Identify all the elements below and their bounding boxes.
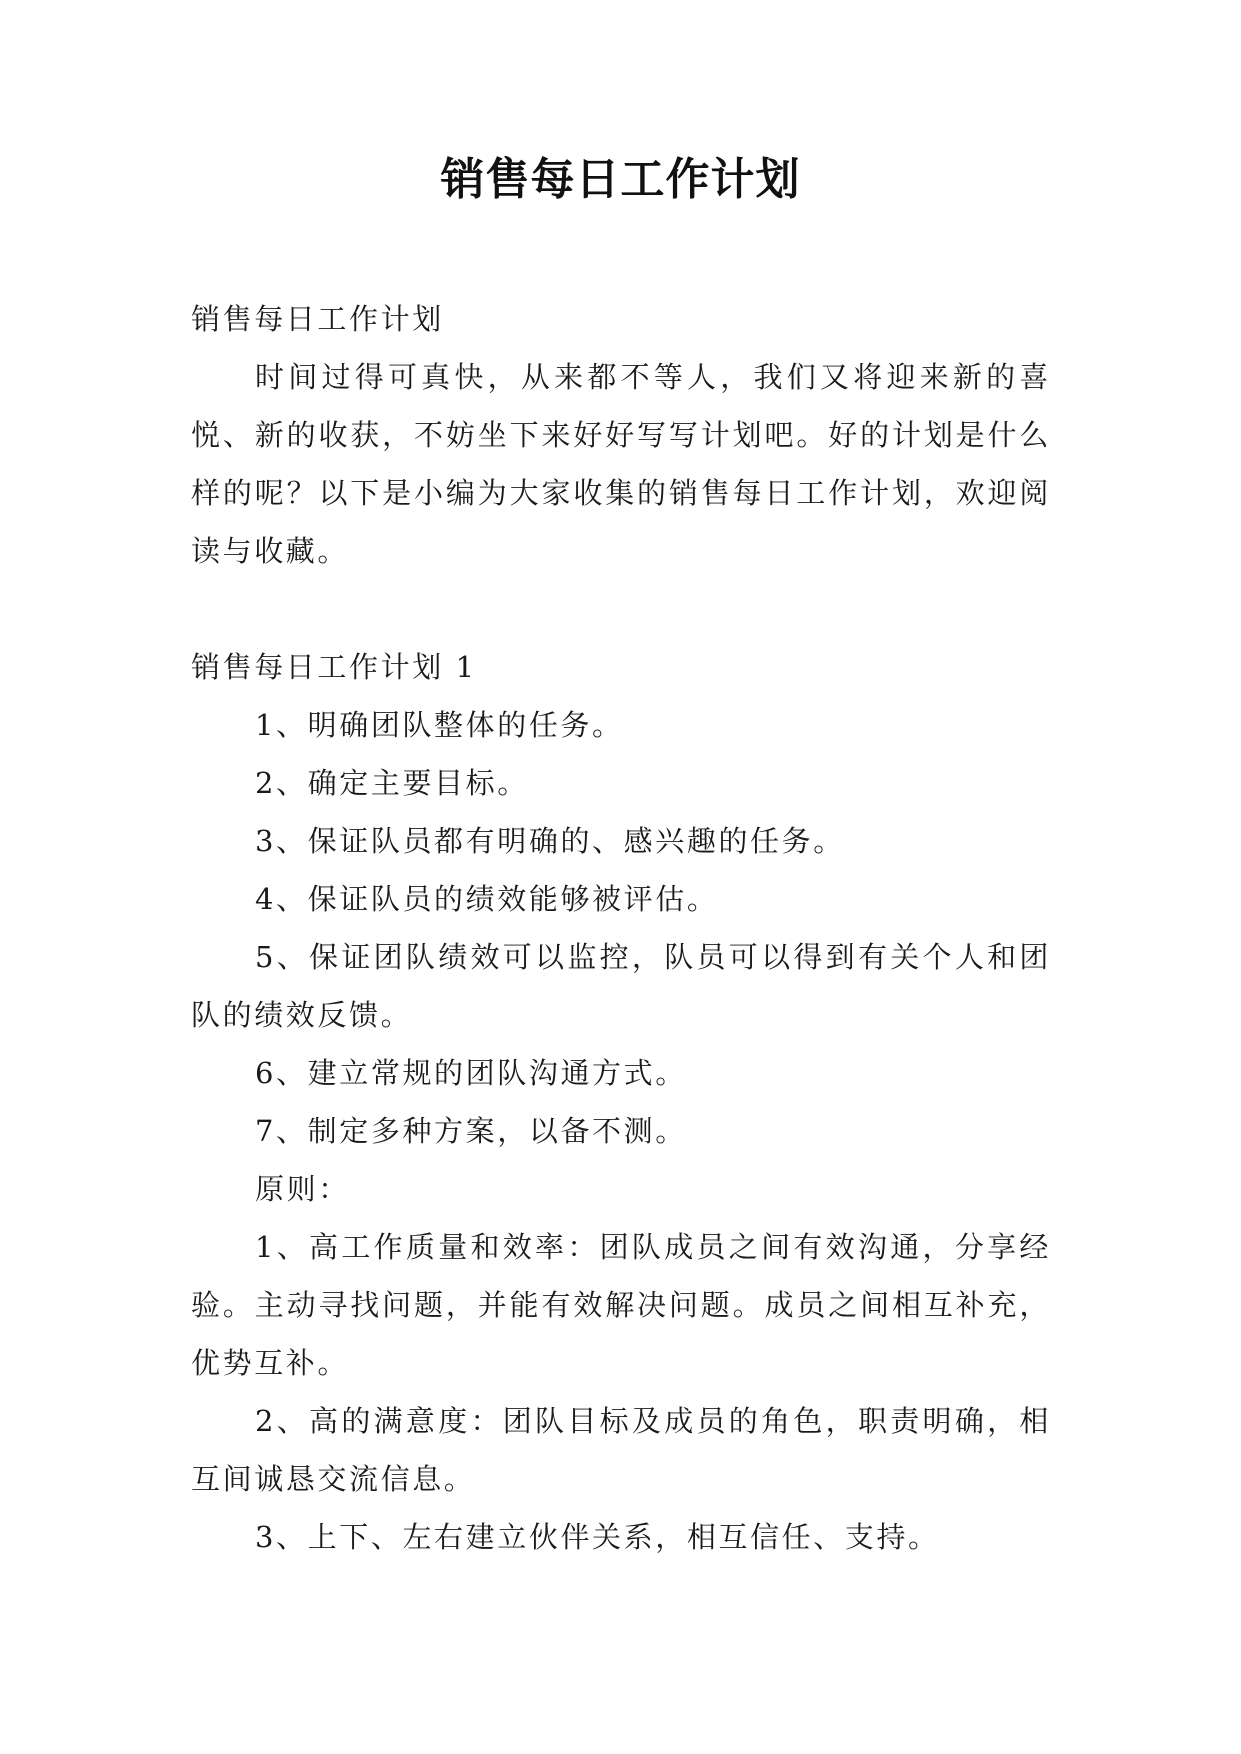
plan-item: 6、建立常规的团队沟通方式。: [255, 1056, 687, 1090]
principles-label: 原则：: [255, 1172, 350, 1206]
plan-item: 2、确定主要目标。: [255, 766, 529, 800]
principle-item: 1、高工作质量和效率：团队成员之间有效沟通，分享经验。主动寻找问题，并能有效解决问题。成员之间相互补充，优势互补。: [191, 1230, 1051, 1380]
plan-item: 1、明确团队整体的任务。: [255, 708, 624, 742]
principle-item: 2、高的满意度：团队目标及成员的角色，职责明确，相互间诚恳交流信息。: [191, 1404, 1051, 1496]
intro-paragraph: 时间过得可真快，从来都不等人，我们又将迎来新的喜悦、新的收获，不妨坐下来好好写写计划吧。好的计划是什么样的呢？以下是小编为大家收集的销售每日工作计划，欢迎阅读与收藏。: [191, 360, 1051, 568]
plan-item: 5、保证团队绩效可以监控，队员可以得到有关个人和团队的绩效反馈。: [191, 940, 1051, 1032]
plan-item: 3、保证队员都有明确的、感兴趣的任务。: [255, 824, 845, 858]
document-title: 销售每日工作计划: [440, 154, 801, 205]
paragraph-gap: [191, 580, 1051, 638]
document-body: [191, 290, 1051, 1566]
section-heading: 销售每日工作计划 1: [191, 650, 477, 684]
plan-item: 4、保证队员的绩效能够被评估。: [255, 882, 719, 916]
plan-item: 7、制定多种方案，以备不测。: [255, 1114, 687, 1148]
principle-item: 3、上下、左右建立伙伴关系，相互信任、支持。: [255, 1520, 940, 1554]
document-heading: 销售每日工作计划: [191, 302, 444, 336]
